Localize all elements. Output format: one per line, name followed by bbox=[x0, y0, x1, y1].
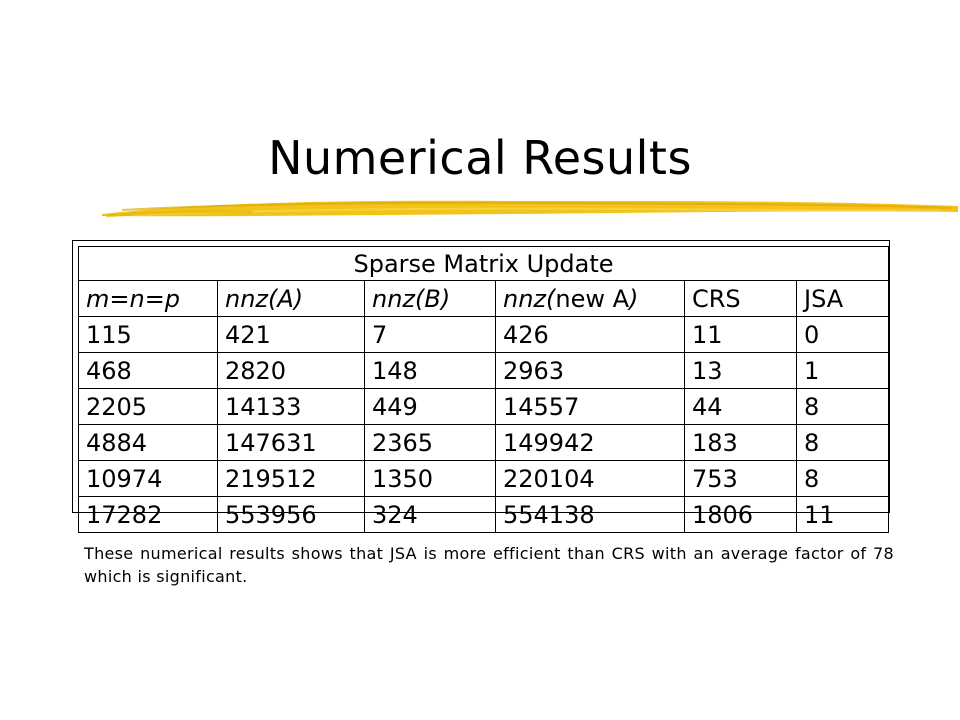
table-caption-row bbox=[79, 247, 889, 281]
cell-jsa: 11 bbox=[797, 497, 889, 533]
cell-jsa: 1 bbox=[797, 353, 889, 389]
table-row bbox=[79, 461, 889, 497]
cell-crs: 11 bbox=[685, 317, 797, 353]
cell-jsa: 8 bbox=[797, 389, 889, 425]
col-header-nnz-new-a-prefix: nnz( bbox=[503, 284, 556, 313]
cell-nnz-new-a: 426 bbox=[496, 317, 685, 353]
cell-jsa: 8 bbox=[797, 425, 889, 461]
cell-nnz-a: 14133 bbox=[218, 389, 365, 425]
cell-nnz-a: 147631 bbox=[218, 425, 365, 461]
cell-nnz-b: 324 bbox=[365, 497, 496, 533]
cell-mnp: 10974 bbox=[79, 461, 218, 497]
table-row bbox=[79, 497, 889, 533]
col-header-crs: CRS bbox=[685, 281, 797, 317]
cell-nnz-new-a: 2963 bbox=[496, 353, 685, 389]
col-header-nnz-new-a-label: new A bbox=[555, 284, 630, 313]
col-header-nnz-b: nnz(B) bbox=[365, 281, 496, 317]
cell-nnz-new-a: 14557 bbox=[496, 389, 685, 425]
results-table bbox=[78, 246, 889, 533]
col-header-nnz-new-a bbox=[496, 281, 685, 317]
cell-nnz-a: 219512 bbox=[218, 461, 365, 497]
table-row bbox=[79, 353, 889, 389]
cell-nnz-a: 2820 bbox=[218, 353, 365, 389]
table-row bbox=[79, 425, 889, 461]
col-header-jsa: JSA bbox=[797, 281, 889, 317]
cell-mnp: 2205 bbox=[79, 389, 218, 425]
table-row bbox=[79, 389, 889, 425]
cell-nnz-b: 7 bbox=[365, 317, 496, 353]
table-header-row bbox=[79, 281, 889, 317]
cell-crs: 183 bbox=[685, 425, 797, 461]
cell-nnz-new-a: 554138 bbox=[496, 497, 685, 533]
summary-note: These numerical results shows that JSA is more efficient than CRS with an average factor of 78 which is significant. bbox=[84, 544, 894, 586]
cell-crs: 753 bbox=[685, 461, 797, 497]
cell-mnp: 115 bbox=[79, 317, 218, 353]
col-header-mnp: m=n=p bbox=[79, 281, 218, 317]
cell-nnz-b: 2365 bbox=[365, 425, 496, 461]
table-caption: Sparse Matrix Update bbox=[79, 247, 889, 281]
col-header-nnz-a: nnz(A) bbox=[218, 281, 365, 317]
col-header-nnz-new-a-suffix: ) bbox=[629, 284, 639, 313]
cell-crs: 1806 bbox=[685, 497, 797, 533]
cell-nnz-a: 421 bbox=[218, 317, 365, 353]
cell-nnz-b: 449 bbox=[365, 389, 496, 425]
results-table-frame bbox=[72, 240, 890, 529]
cell-mnp: 4884 bbox=[79, 425, 218, 461]
cell-mnp: 17282 bbox=[79, 497, 218, 533]
cell-crs: 13 bbox=[685, 353, 797, 389]
title-underline-brush bbox=[92, 192, 960, 226]
cell-crs: 44 bbox=[685, 389, 797, 425]
page-title: Numerical Results bbox=[268, 131, 692, 185]
cell-mnp: 468 bbox=[79, 353, 218, 389]
cell-jsa: 0 bbox=[797, 317, 889, 353]
cell-nnz-b: 1350 bbox=[365, 461, 496, 497]
cell-nnz-new-a: 149942 bbox=[496, 425, 685, 461]
table-row bbox=[79, 317, 889, 353]
cell-nnz-new-a: 220104 bbox=[496, 461, 685, 497]
cell-nnz-b: 148 bbox=[365, 353, 496, 389]
cell-nnz-a: 553956 bbox=[218, 497, 365, 533]
cell-jsa: 8 bbox=[797, 461, 889, 497]
